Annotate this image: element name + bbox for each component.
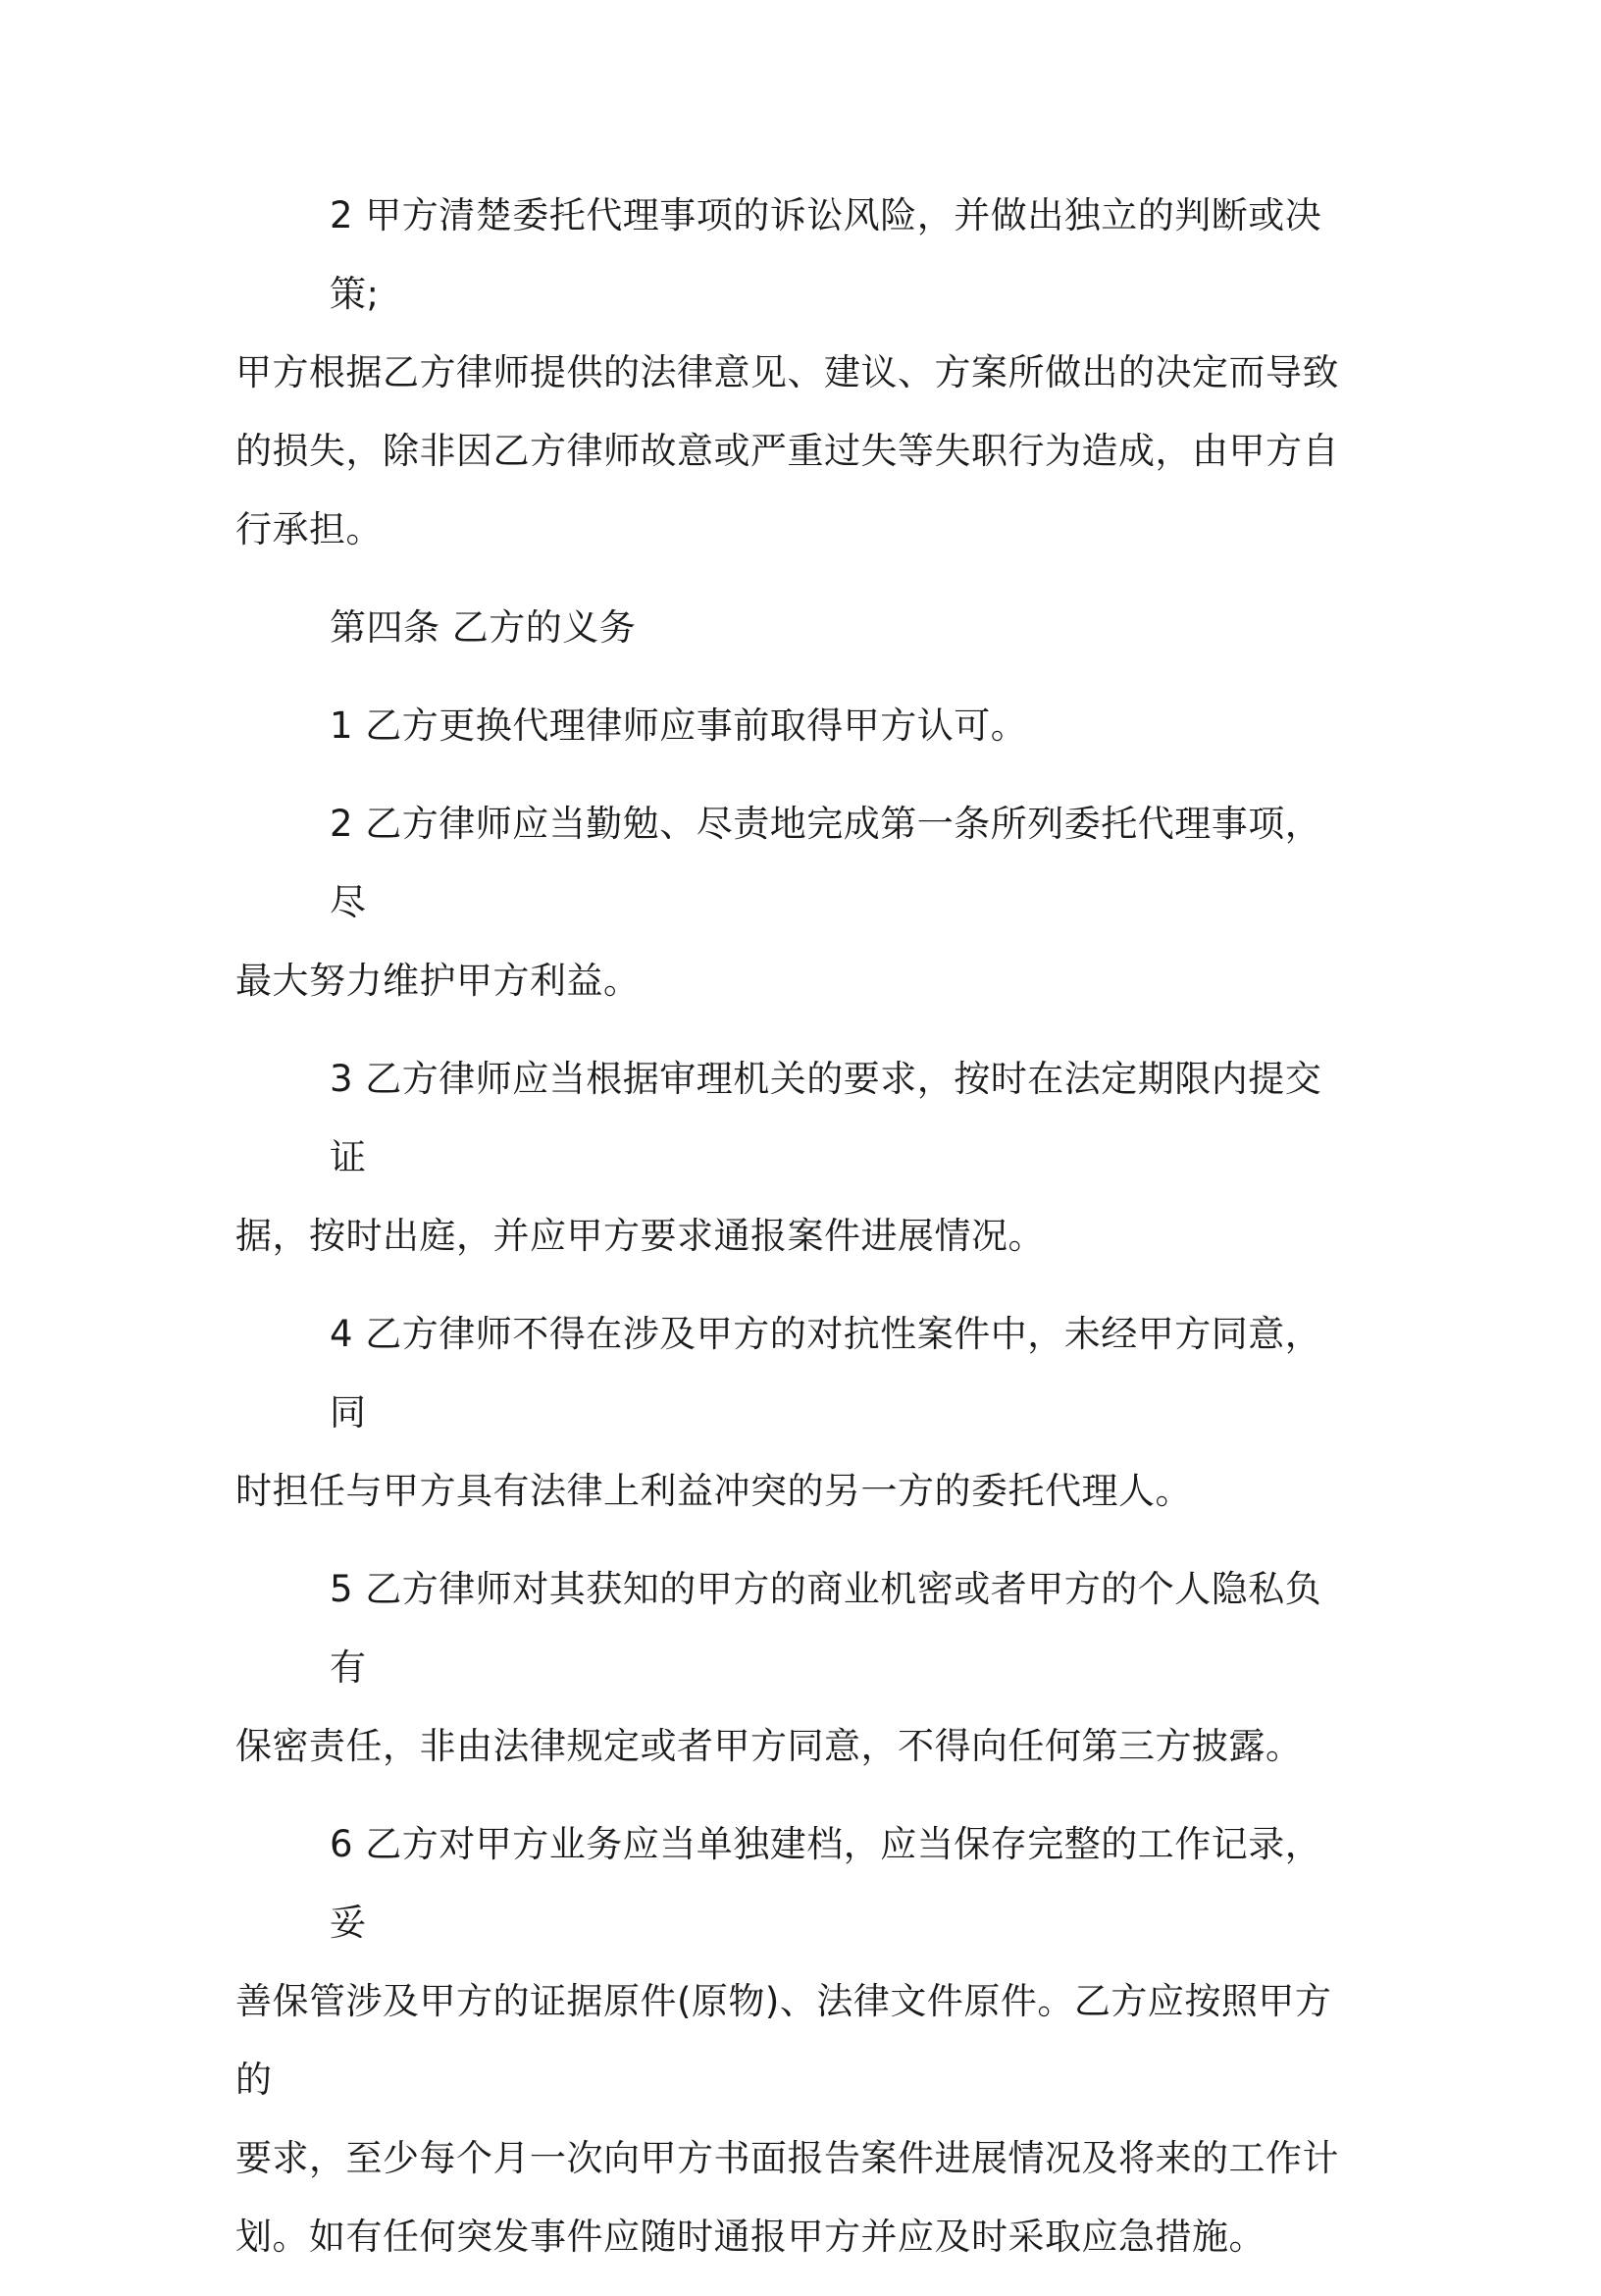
text-line: 4 乙方律师不得在涉及甲方的对抗性案件中，未经甲方同意，同 (330, 1313, 1322, 1434)
text-line: 1 乙方更换代理律师应事前取得甲方认可。 (330, 704, 1028, 747)
text-line: 时担任与甲方具有法律上利益冲突的另一方的委托代理人。 (235, 1470, 1192, 1512)
text-line: 的损失，除非因乙方律师故意或严重过失等失职行为造成，由甲方自 (235, 430, 1339, 472)
paragraph-clause-4-4 (235, 1295, 1354, 1531)
text-line: 2 乙方律师应当勤勉、尽责地完成第一条所列委托代理事项，尽 (330, 803, 1322, 923)
text-line: 划。如有任何突发事件应随时通报甲方并应及时采取应急措施。 (235, 2216, 1265, 2258)
heading-line: 第四条 乙方的义务 (330, 606, 637, 649)
text-line: 要求，至少每个月一次向甲方书面报告案件进展情况及将来的工作计 (235, 2137, 1339, 2179)
text-line: 行承担。 (235, 508, 383, 550)
paragraph-clause-4-1 (235, 687, 1354, 765)
text-line: 3 乙方律师应当根据审理机关的要求，按时在法定期限内提交证 (330, 1058, 1322, 1178)
section-heading-article-4 (235, 589, 1354, 667)
text-line: 最大努力维护甲方利益。 (235, 960, 641, 1002)
document-body (235, 177, 1354, 2296)
text-line: 5 乙方律师对其获知的甲方的商业机密或者甲方的个人隐私负有 (330, 1568, 1322, 1689)
paragraph-clause-4-3 (235, 1040, 1354, 1276)
paragraph-clause-4-6 (235, 1805, 1354, 2276)
text-line: 2 甲方清楚委托代理事项的诉讼风险，并做出独立的判断或决策; (330, 194, 1322, 315)
paragraph-clause-4-2 (235, 785, 1354, 1020)
text-line: 保密责任，非由法律规定或者甲方同意，不得向任何第三方披露。 (235, 1725, 1303, 1767)
text-line: 据，按时出庭，并应甲方要求通报案件进展情况。 (235, 1215, 1045, 1257)
text-line: 甲方根据乙方律师提供的法律意见、建议、方案所做出的决定而导致 (235, 351, 1339, 393)
text-line: 6 乙方对甲方业务应当单独建档，应当保存完整的工作记录，妥 (330, 1823, 1322, 1944)
text-line: 善保管涉及甲方的证据原件(原物)、法律文件原件。乙方应按照甲方的 (235, 1980, 1332, 2101)
paragraph-clause-3-2 (235, 177, 1354, 569)
paragraph-clause-4-5 (235, 1550, 1354, 1786)
